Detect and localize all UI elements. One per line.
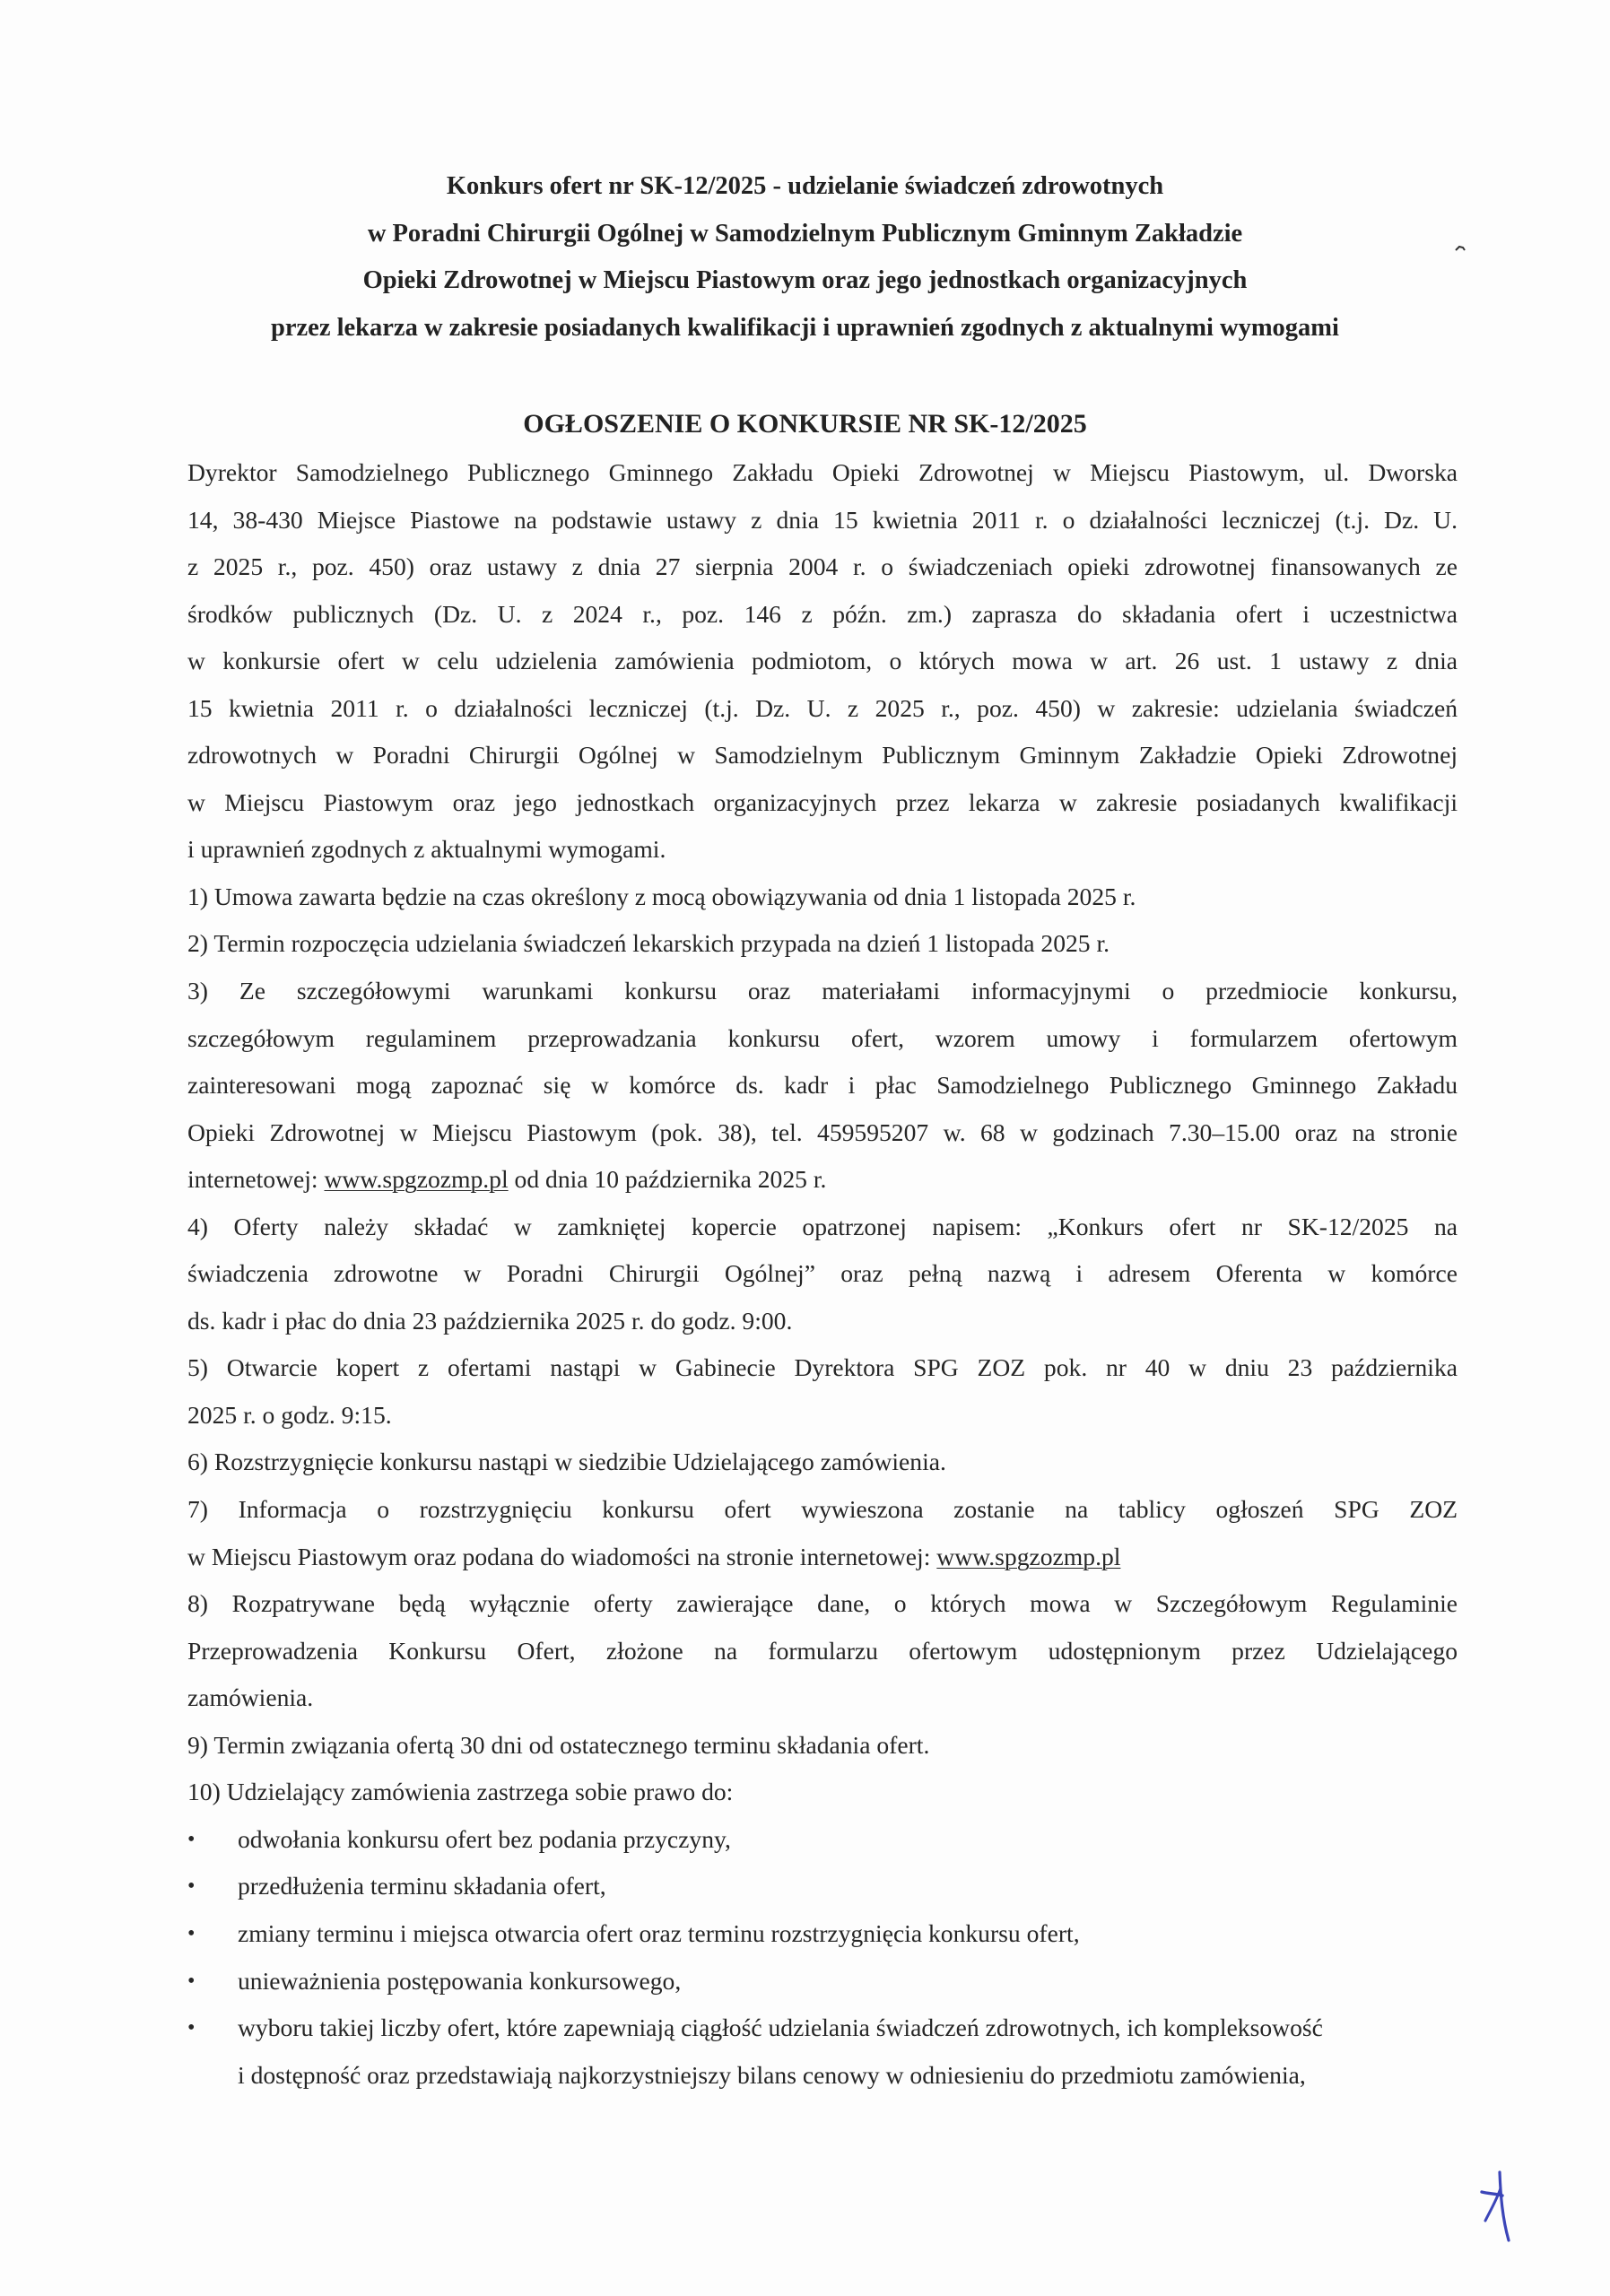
point-7-line <box>187 1534 1458 1581</box>
intro-line: z 2025 r., poz. 450) oraz ustawy z dnia 27 sierpnia 2004 r. o świadczeniach opieki zdrowotnej finansowanych ze <box>187 552 1458 581</box>
point-8 <box>187 1580 1458 1722</box>
list-item <box>187 2005 1458 2052</box>
title-line-4: przez lekarza w zakresie posiadanych kwalifikacji i uprawnień zgodnych z aktualnymi wymogami <box>271 314 1339 343</box>
intro-line: i uprawnień zgodnych z aktualnymi wymogami. <box>187 835 666 864</box>
intro-paragraph <box>187 449 1458 874</box>
point-4-line: 4) Oferty należy składać w zamkniętej kopercie opatrzonej napisem: „Konkurs ofert nr SK-12/2025 na <box>187 1212 1458 1240</box>
bullet-icon: • <box>187 1874 196 1899</box>
point-5-line: 2025 r. o godz. 9:15. <box>187 1400 392 1429</box>
intro-line: w konkursie ofert w celu udzielenia zamówienia podmiotom, o których mowa w art. 26 ust. 1 ustawy z dnia <box>187 647 1458 675</box>
list-item <box>187 1910 1458 1958</box>
title-line-2: w Poradni Chirurgii Ogólnej w Samodzielnym Publicznym Gminnym Zakładzie <box>367 219 1243 248</box>
point-4-line: świadczenia zdrowotne w Poradni Chirurgii Ogólnej” oraz pełną nazwą i adresem Oferenta w komórce <box>187 1259 1458 1288</box>
point-4 <box>187 1204 1458 1345</box>
point-3-line: zainteresowani mogą zapoznać się w komórce ds. kadr i płac Samodzielnego Publicznego Gminnego Zakładu <box>187 1071 1458 1100</box>
intro-line: Dyrektor Samodzielnego Publicznego Gminnego Zakładu Opieki Zdrowotnej w Miejscu Piastowym, ul. Dworska <box>187 458 1458 486</box>
document-title <box>0 163 1610 352</box>
list-item <box>187 1863 1458 1910</box>
list-item-continuation: i dostępność oraz przedstawiają najkorzystniejszy bilans cenowy w odniesieniu do przedmiotu zamówienia, <box>238 2060 1306 2089</box>
point-3-line <box>187 1156 1458 1204</box>
bullet-icon: • <box>187 1921 196 1945</box>
point-5 <box>187 1344 1458 1439</box>
text-fragment: od dnia 10 października 2025 r. <box>508 1165 827 1194</box>
bullet-icon: • <box>187 1969 196 1993</box>
point-6: 6) Rozstrzygnięcie konkursu nastąpi w siedzibie Udzielającego zamówienia. <box>187 1448 946 1476</box>
list-item <box>187 1958 1458 2005</box>
list-item-text: odwołania konkursu ofert bez podania przyczyny, <box>238 1824 731 1853</box>
point-8-line: 8) Rozpatrywane będą wyłącznie oferty zawierające dane, o których mowa w Szczegółowym Regulaminie <box>187 1589 1458 1618</box>
list-item-text: unieważnienia postępowania konkursowego, <box>238 1966 682 1995</box>
intro-line: środków publicznych (Dz. U. z 2024 r., poz. 146 z późn. zm.) zaprasza do składania ofert i uczestnictwa <box>187 599 1458 628</box>
list-item-text: wyboru takiej liczby ofert, które zapewniają ciągłość udzielania świadczeń zdrowotnych, ich kompleksowość <box>238 2013 1323 2042</box>
point-3-line: 3) Ze szczegółowymi warunkami konkursu oraz materiałami informacyjnymi o przedmiocie konkursu, <box>187 977 1458 1005</box>
point-7-line: 7) Informacja o rozstrzygnięciu konkursu ofert wywieszona zostanie na tablicy ogłoszeń SPG ZOZ <box>187 1495 1458 1524</box>
intro-line: zdrowotnych w Poradni Chirurgii Ogólnej w Samodzielnym Publicznym Gminnym Zakładzie Opieki Zdrowotnej <box>187 741 1458 770</box>
website-link[interactable]: www.spgzozmp.pl <box>936 1542 1121 1570</box>
point-7 <box>187 1486 1458 1580</box>
point-9: 9) Termin związania ofertą 30 dni od ostatecznego terminu składania ofert. <box>187 1730 930 1759</box>
list-item <box>187 1816 1458 1864</box>
intro-line: 15 kwietnia 2011 r. o działalności leczniczej (t.j. Dz. U. z 2025 r., poz. 450) w zakresie: udzielania świadczeń <box>187 693 1458 722</box>
point-3-line: szczegółowym regulaminem przeprowadzania konkursu ofert, wzorem umowy i formularzem ofertowym <box>187 1023 1458 1052</box>
list-item-text: przedłużenia terminu składania ofert, <box>238 1872 606 1900</box>
point-3-line: Opieki Zdrowotnej w Miejscu Piastowym (pok. 38), tel. 459595207 w. 68 w godzinach 7.30–15.00 oraz na stronie <box>187 1118 1458 1146</box>
reserved-rights-list <box>187 1816 1458 2099</box>
text-fragment: internetowej: <box>187 1165 325 1194</box>
bullet-icon: • <box>187 1827 196 1851</box>
text-fragment: w Miejscu Piastowym oraz podana do wiadomości na stronie internetowej: <box>187 1542 937 1570</box>
point-10: 10) Udzielający zamówienia zastrzega sobie prawo do: <box>187 1778 734 1806</box>
website-link[interactable]: www.spgzozmp.pl <box>324 1165 509 1194</box>
intro-line: 14, 38-430 Miejsce Piastowe na podstawie ustawy z dnia 15 kwietnia 2011 r. o działalności leczniczej (t.j. Dz. U. <box>187 505 1458 534</box>
point-8-line: Przeprowadzenia Konkursu Ofert, złożone na formularzu ofertowym udostępnionym przez Udzielającego <box>187 1636 1458 1665</box>
point-8-line: zamówienia. <box>187 1683 314 1712</box>
handwritten-initial-icon <box>1478 2169 1523 2246</box>
point-5-line: 5) Otwarcie kopert z ofertami nastąpi w Gabinecie Dyrektora SPG ZOZ pok. nr 40 w dniu 23 października <box>187 1353 1458 1382</box>
document-body <box>187 449 1458 2099</box>
point-3 <box>187 968 1458 1204</box>
point-4-line: ds. kadr i płac do dnia 23 października 2025 r. do godz. 9:00. <box>187 1306 793 1335</box>
point-1: 1) Umowa zawarta będzie na czas określony z mocą obowiązywania od dnia 1 listopada 2025 r. <box>187 882 1136 910</box>
bullet-icon: • <box>187 2016 196 2040</box>
intro-line: w Miejscu Piastowym oraz jego jednostkach organizacyjnych przez lekarza w zakresie posiadanych kwalifikacji <box>187 787 1458 816</box>
title-line-3: Opieki Zdrowotnej w Miejscu Piastowym oraz jego jednostkach organizacyjnych <box>362 266 1248 295</box>
list-item-text: zmiany terminu i miejsca otwarcia ofert oraz terminu rozstrzygnięcia konkursu ofert, <box>238 1918 1080 1947</box>
point-2: 2) Termin rozpoczęcia udzielania świadczeń lekarskich przypada na dzień 1 listopada 2025 r. <box>187 929 1110 958</box>
title-line-1: Konkurs ofert nr SK-12/2025 - udzielanie świadczeń zdrowotnych <box>446 172 1164 200</box>
notice-heading: OGŁOSZENIE O KONKURSIE NR SK-12/2025 <box>523 409 1087 439</box>
